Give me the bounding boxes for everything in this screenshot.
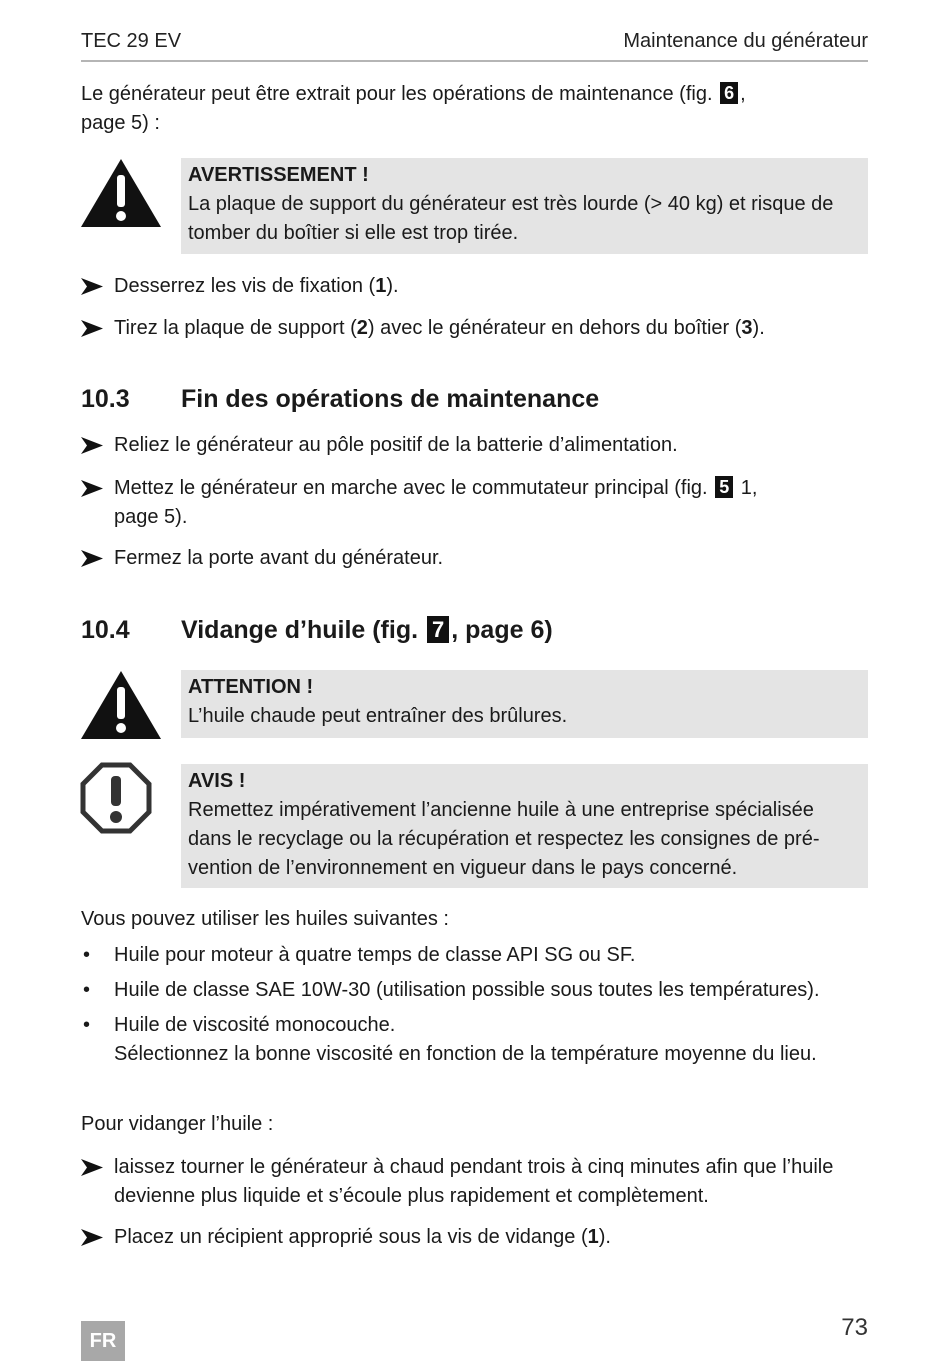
step-place-container — [81, 1223, 871, 1252]
list-item-text-line2: Sélectionnez la bonne viscosité en fonction de la température moyenne du lieu. — [114, 1043, 817, 1065]
notice-octagon-icon — [80, 762, 152, 834]
section-title-after: , page 6) — [451, 616, 553, 644]
attention-notice — [181, 670, 868, 738]
step-warm-engine — [81, 1153, 871, 1211]
header-product: TEC 29 EV — [81, 30, 182, 52]
arrow-right-icon — [81, 1229, 103, 1246]
step-close-door — [81, 544, 871, 573]
avis-text: Remettez impérativement l’ancienne huile à une entreprise spécialisée dans le recyclage ou la récupération et respectez les consignes de pré-vention de l’environnement en vigueur dans le pays concerné. — [188, 799, 820, 879]
step-text-after: ). — [752, 317, 765, 339]
figure-ref-badge: 5 — [715, 476, 733, 498]
step-text-after: 1, — [735, 477, 758, 499]
bullet-dot: • — [83, 1014, 91, 1036]
step-text: laissez tourner le générateur à chaud pendant trois à cinq minutes afin que l’huile devienne plus liquide et s’écoule plus rapidement et complètement. — [114, 1156, 834, 1207]
step-text: Tirez la plaque de support ( — [114, 317, 357, 339]
intro-text: Le générateur peut être extrait pour les opérations de maintenance (fig. — [81, 83, 713, 105]
arrow-right-icon — [81, 480, 103, 497]
avis-notice — [181, 764, 868, 888]
section-title: Fin des opérations de maintenance — [181, 385, 600, 413]
language-tab: FR — [81, 1321, 125, 1361]
arrow-right-icon — [81, 550, 103, 567]
arrow-right-icon — [81, 320, 103, 337]
step-text: Reliez le générateur au pôle positif de la batterie d’alimentation. — [114, 434, 678, 456]
step-ref-number: 1 — [587, 1226, 599, 1248]
arrow-right-icon — [81, 1159, 103, 1176]
list-item-text: Huile de viscosité monocouche. — [114, 1014, 396, 1036]
bullet-dot: • — [83, 944, 91, 966]
drain-intro: Pour vidanger l’huile : — [81, 1113, 274, 1135]
intro-text-after: , — [740, 83, 746, 105]
step-ref-number: 3 — [741, 317, 753, 339]
step-ref-number: 2 — [356, 317, 368, 339]
step-text-middle: ) avec le générateur en dehors du boîtier ( — [367, 317, 742, 339]
header-chapter: Maintenance du générateur — [623, 30, 868, 52]
attention-text: L’huile chaude peut entraîner des brûlures. — [188, 705, 568, 727]
oils-intro: Vous pouvez utiliser les huiles suivantes : — [81, 908, 449, 930]
step-text: Fermez la porte avant du générateur. — [114, 547, 444, 569]
step-switch-on — [81, 474, 871, 532]
step-connect-battery — [81, 431, 871, 460]
warning-title: AVERTISSEMENT ! — [188, 164, 369, 186]
arrow-right-icon — [81, 437, 103, 454]
section-title: Vidange d’huile (fig. — [181, 616, 419, 644]
step-pull-plate — [81, 314, 871, 343]
avis-title: AVIS ! — [188, 770, 246, 792]
step-text-after: ). — [386, 275, 399, 297]
arrow-right-icon — [81, 278, 103, 295]
attention-title: ATTENTION ! — [188, 676, 314, 698]
intro-paragraph — [81, 80, 871, 138]
step-text-after: ). — [598, 1226, 611, 1248]
figure-ref-badge: 7 — [427, 616, 449, 643]
step-text-line2: page 5). — [114, 506, 188, 528]
list-item-text: Huile pour moteur à quatre temps de classe API SG ou SF. — [114, 944, 636, 966]
warning-text: La plaque de support du générateur est très lourde (> 40 kg) et risque de tomber du boîtier si elle est trop tirée. — [188, 193, 834, 244]
step-ref-number: 1 — [375, 275, 387, 297]
bullet-dot: • — [83, 979, 91, 1001]
step-text: Placez un récipient approprié sous la vis de vidange ( — [114, 1226, 588, 1248]
warning-triangle-icon — [80, 669, 162, 741]
warning-triangle-icon — [80, 157, 162, 229]
step-text: Desserrez les vis de fixation ( — [114, 275, 376, 297]
list-item-text: Huile de classe SAE 10W-30 (utilisation possible sous toutes les températures). — [114, 979, 820, 1001]
figure-ref-badge: 6 — [720, 82, 738, 104]
section-number: 10.3 — [81, 385, 130, 413]
list-item — [81, 941, 871, 970]
list-item — [81, 976, 871, 1005]
step-loosen-screws — [81, 272, 871, 301]
header-divider — [81, 60, 868, 62]
page-number: 73 — [841, 1314, 868, 1341]
warning-notice — [181, 158, 868, 254]
list-item — [81, 1011, 871, 1069]
intro-text-line2: page 5) : — [81, 112, 160, 134]
section-number: 10.4 — [81, 616, 130, 644]
step-text: Mettez le générateur en marche avec le commutateur principal (fig. — [114, 477, 708, 499]
